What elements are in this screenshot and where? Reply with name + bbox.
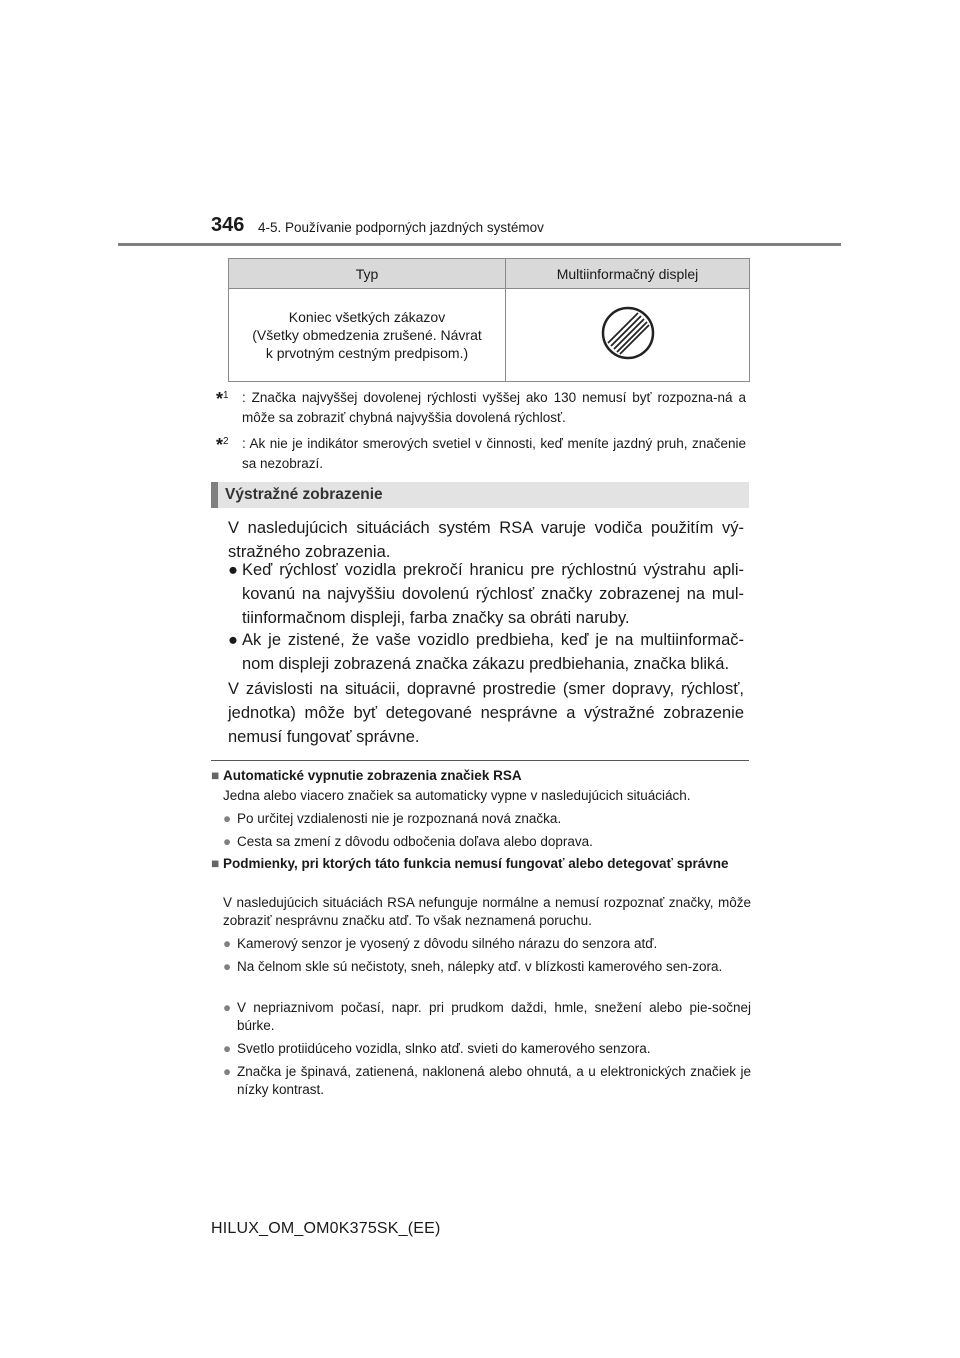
sign-type-line: Koniec všetkých zákazov xyxy=(288,309,446,325)
header-rule xyxy=(118,243,841,246)
chapter-title: 4-5. Používanie podporných jazdných systémov xyxy=(258,220,544,235)
document-code: HILUX_OM_OM0K375SK_(EE) xyxy=(211,1220,441,1237)
footnote-1 xyxy=(216,388,746,428)
list-item-text: Ak je zistené, že vaše vozidlo predbieha, keď je na multiinformač-nom displeji zobrazená značka zákazu predbiehania, značka bliká. xyxy=(242,631,744,673)
section-divider xyxy=(211,760,749,761)
list-item xyxy=(223,1040,751,1058)
table-header-type: Typ xyxy=(229,259,506,289)
list-item-text: Kamerový senzor je vyosený z dôvodu silného nárazu do senzora atď. xyxy=(237,936,658,951)
section-closing: V závislosti na situácii, dopravné prostredie (smer dopravy, rýchlosť, jednotka) môže byť detegované nesprávne a výstražné zobrazenie nemusí fungovať správne. xyxy=(228,680,744,746)
sign-type-line: (Všetky obmedzenia zrušené. Návrat xyxy=(252,327,482,343)
note-text: V nasledujúcich situáciách RSA nefunguje normálne a nemusí rozpoznať značky, môže zobraziť nesprávnu značku atď. To však neznamená poruchu. xyxy=(223,895,751,928)
bullet-icon: ● xyxy=(223,1041,232,1056)
list-item xyxy=(223,1063,751,1099)
note-heading-text: Podmienky, pri ktorých táto funkcia nemusí fungovať alebo detegovať správne xyxy=(223,856,729,871)
list-item-text: V nepriaznivom počasí, napr. pri prudkom daždi, hmle, snežení alebo pie-sočnej búrke. xyxy=(237,1000,751,1033)
list-item-text: Cesta sa zmení z dôvodu odbočenia doľava alebo doprava. xyxy=(237,834,593,849)
page-number: 346 xyxy=(211,214,245,236)
list-item xyxy=(228,558,744,630)
sign-type-line: k prvotným cestným predpisom.) xyxy=(265,345,469,361)
bullet-icon: ● xyxy=(223,811,232,826)
note-text: Jedna alebo viacero značiek sa automaticky vypne v nasledujúcich situáciách. xyxy=(223,788,691,803)
bullet-icon: ● xyxy=(223,834,232,849)
list-item xyxy=(223,833,751,851)
list-item xyxy=(223,999,751,1035)
list-item xyxy=(223,958,751,976)
table-row xyxy=(229,289,750,382)
list-item-text: Keď rýchlosť vozidla prekročí hranicu pre rýchlostnú výstrahu apli-kovanú na najvyššiu dovolenú rýchlosť značky zobrazenej na mul-tiinformačnom displeji, farba značky sa obráti naruby. xyxy=(242,561,744,627)
note-heading xyxy=(211,855,751,873)
bullet-icon: ● xyxy=(228,631,238,649)
footnote-2 xyxy=(216,434,746,474)
sign-table xyxy=(228,258,750,382)
section-heading-bar xyxy=(211,482,218,508)
bullet-icon: ● xyxy=(223,959,232,974)
footnote-text: : Značka najvyššej dovolenej rýchlosti vyššej ako 130 nemusí byť rozpozna-ná a môže sa zobraziť chybná najvyššia dovolená rýchlosť. xyxy=(242,390,746,425)
bullet-icon: ● xyxy=(223,936,232,951)
list-item-text: Na čelnom skle sú nečistoty, sneh, nálepky atď. v blízkosti kamerového sen-zora. xyxy=(237,959,723,974)
list-item-text: Svetlo protiidúceho vozidla, slnko atď. svieti do kamerového senzora. xyxy=(237,1041,651,1056)
section-intro: V nasledujúcich situáciách systém RSA varuje vodiča použitím vý-stražného zobrazenia. xyxy=(228,519,744,561)
note-heading-text: Automatické vypnutie zobrazenia značiek RSA xyxy=(223,768,522,783)
footnote-asterisk: * xyxy=(216,435,224,455)
bullet-icon: ● xyxy=(228,561,238,579)
end-of-all-restrictions-sign-icon xyxy=(600,305,656,361)
section-title: Výstražné zobrazenie xyxy=(225,486,383,503)
section-heading xyxy=(211,482,749,508)
bullet-icon: ● xyxy=(223,1000,232,1015)
list-item xyxy=(228,628,744,676)
table-header-display: Multiinformačný displej xyxy=(506,259,750,289)
list-item xyxy=(223,810,751,828)
footnote-number: 2 xyxy=(223,436,229,447)
list-item-text: Značka je špinavá, zatienená, naklonená alebo ohnutá, a u elektronických značiek je nízky kontrast. xyxy=(237,1064,751,1097)
square-bullet-icon: ■ xyxy=(211,856,220,871)
bullet-icon: ● xyxy=(223,1064,232,1079)
sign-display-cell xyxy=(506,289,750,382)
footnote-text: : Ak nie je indikátor smerových svetiel v činnosti, keď meníte jazdný pruh, značenie sa nezobrazí. xyxy=(242,436,746,471)
square-bullet-icon: ■ xyxy=(211,768,220,783)
sign-type-cell xyxy=(229,289,506,382)
footnote-number: 1 xyxy=(223,390,229,401)
list-item-text: Po určitej vzdialenosti nie je rozpoznaná nová značka. xyxy=(237,811,562,826)
note-heading xyxy=(211,767,751,785)
footnote-asterisk: * xyxy=(216,389,224,409)
list-item xyxy=(223,935,751,953)
